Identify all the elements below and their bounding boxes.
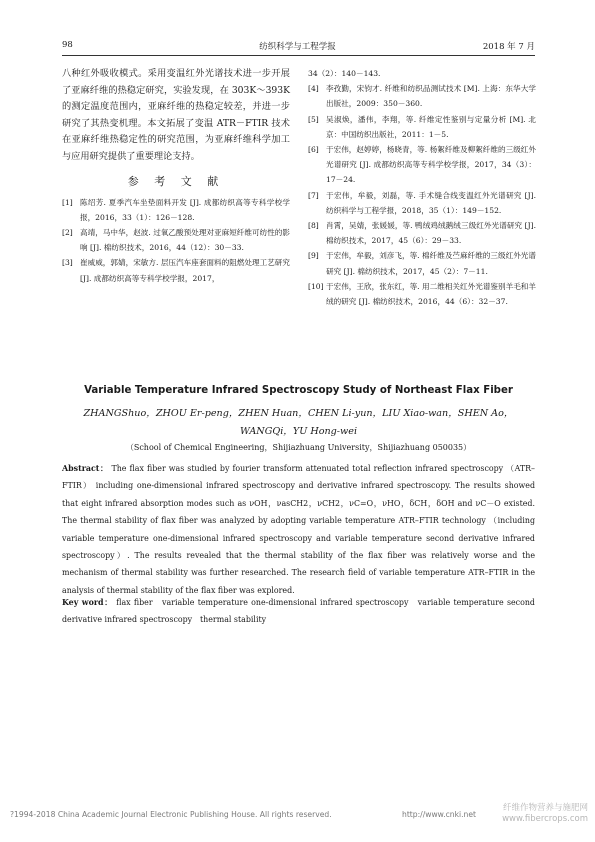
reference-text: 吴淑焕，潘伟，李翔，等. 纤维定性鉴别与定量分析 [M]. 北京：中国纺织出版社，2011：1－5. bbox=[326, 114, 536, 139]
issue-date: 2018 年 7 月 bbox=[482, 42, 535, 52]
reference-item bbox=[308, 188, 536, 218]
header-rule bbox=[62, 55, 535, 56]
reference-text: 于宏伟，牟毅，刘彦飞，等. 棉纤维及苎麻纤维的三级红外光谱研究 [J]. 棉纺织技术，2017，45（2）：7－11. bbox=[326, 251, 536, 276]
english-keywords bbox=[62, 594, 535, 629]
reference-list-left bbox=[62, 195, 290, 286]
reference-item bbox=[308, 279, 536, 309]
reference-number: [10] bbox=[308, 281, 324, 291]
reference-text: 于宏伟，牟毅，刘磊，等. 手术缝合线变温红外光谱研究 [J]. 纺织科学与工程学报，2018，35（1）：149－152. bbox=[326, 190, 536, 215]
abstract-modes: νOH，νasCH2，νCH2，νC=O，νHO，δCH，δOH and νC－O bbox=[249, 498, 501, 508]
reference-text: 高靖，马中华，赵波. 过氧乙酸预处理对亚麻短纤维可纺性的影响 [J]. 棉纺织技术，2016，44（12）：30－33. bbox=[80, 227, 290, 253]
reference-list-right bbox=[308, 81, 536, 309]
keywords-label: Key word： bbox=[62, 598, 113, 607]
reference-item bbox=[308, 112, 536, 142]
reference-item bbox=[308, 218, 536, 248]
reference-item bbox=[62, 225, 290, 255]
reference-item bbox=[308, 248, 536, 278]
reference-number: [8] bbox=[308, 221, 319, 231]
reference-item bbox=[308, 81, 536, 111]
reference-item bbox=[62, 195, 290, 225]
cnki-link[interactable]: http://www.cnki.net bbox=[402, 810, 476, 819]
reference-item bbox=[308, 142, 536, 188]
reference-text: 陈绍芳. 夏季汽车坐垫面料开发 [J]. 成都纺织高等专科学校学报，2016，33（1）：126－128. bbox=[80, 197, 290, 222]
conclusion-paragraph: 八种红外吸收模式。采用变温红外光谱技术进一步开展了亚麻纤维的热稳定研究，实验发现，在 303K～393K 的测定温度范围内，亚麻纤维的热稳定较差，并进一步研究了其热变机理。本文拓展了变温 ATR－FTIR 技术在亚麻纤维热稳定性的研究范围，为亚麻纤维科学加工与应用研究提供了重要理论支持。 bbox=[62, 68, 290, 162]
abstract-text-part1: The flax fiber was studied by fourier transform attenuated total reflection infrared spectroscopy （ATR–FTIR） including one-dimensional infrared spectroscopy and derivative infrared spectroscopy. The results showed that eight infrared absorption modes such as bbox=[62, 464, 535, 508]
reference-number: [7] bbox=[308, 190, 319, 200]
right-column bbox=[308, 66, 536, 309]
copyright-notice: ?1994-2018 China Academic Journal Electronic Publishing House. All rights reserved. bbox=[10, 810, 332, 819]
watermark-line-2: www.fibercrops.com bbox=[502, 814, 588, 824]
reference-number: [1] bbox=[62, 197, 73, 207]
english-affiliation: （School of Chemical Engineering，Shijiazhuang University，Shijiazhuang 050035） bbox=[125, 443, 472, 452]
reference-text: 于宏伟，赵婷婷，杨晓青，等. 杨絮纤维及柳絮纤维的三级红外光谱研究 [J]. 成都纺织高等专科学校学报，2017，34（3）：17－24. bbox=[326, 145, 536, 185]
reference-number: [9] bbox=[308, 251, 319, 261]
reference-text: 肖霄，吴婧，张媛媛，等. 鸭绒鸡绒鹅绒三级红外光谱研究 [J]. 棉纺织技术，2017，45（6）：29－33. bbox=[326, 221, 536, 246]
reference-text: 崔威威，郭婧，宋敏方. 层压汽车座套面料的阻燃处理工艺研究 [J]. 成都纺织高等专科学校学报，2017， bbox=[80, 258, 290, 283]
keywords-text: flax fiber variable temperature one-dimensional infrared spectroscopy variable temperature second derivative infrared spectroscopy thermal stability bbox=[62, 598, 535, 625]
english-title: Variable Temperature Infrared Spectroscopy Study of Northeast Flax Fiber bbox=[84, 385, 513, 396]
journal-name: 纺织科学与工程学报 bbox=[259, 42, 336, 52]
references-heading: 参 考 文 献 bbox=[127, 174, 225, 188]
english-abstract bbox=[62, 460, 535, 599]
reference-text: 李孜勤，宋钧才. 纤维和纺织品测试技术 [M]. 上海：东华大学出版社，2009：350－360. bbox=[326, 84, 536, 109]
reference-number: [6] bbox=[308, 145, 319, 155]
abstract-label: Abstract： bbox=[62, 464, 109, 473]
reference-text: 于宏伟，王欣，张东红，等. 用二维相关红外光谱鉴别羊毛和羊绒的研究 [J]. 棉纺织技术，2016，44（6）：32－37. bbox=[326, 281, 536, 307]
watermark-line-1: 纤维作物营养与施肥网 bbox=[502, 803, 588, 813]
reference-item bbox=[62, 255, 290, 285]
reference-number: [4] bbox=[308, 84, 319, 94]
reference-number: [2] bbox=[62, 227, 73, 237]
left-column bbox=[62, 66, 290, 286]
reference-continuation: 34（2）：140－143. bbox=[308, 69, 381, 78]
english-authors: ZHANGShuo，ZHOU Er-peng，ZHEN Huan，CHEN Li-yun，LIU Xiao-wan，SHEN Ao，WANGQi，YU Hong-wei bbox=[83, 408, 514, 437]
page-number: 98 bbox=[62, 40, 73, 50]
reference-number: [3] bbox=[62, 258, 73, 268]
abstract-text-part2: existed. The thermal stability of flax fiber was analyzed by adopting variable temperature ATR–FTIR technology （including variable temperature one-dimensional infrared spectroscopy and variable temperature second derivative infrared spectroscopy）. The results revealed that the thermal stability of the flax fiber was relatively worse and the mechanism of thermal stability was further researched. The research field of variable temperature ATR–FTIR in the analysis of thermal stability of the flax fiber was explored. bbox=[62, 498, 535, 595]
watermark bbox=[478, 803, 588, 825]
reference-number: [5] bbox=[308, 114, 319, 124]
